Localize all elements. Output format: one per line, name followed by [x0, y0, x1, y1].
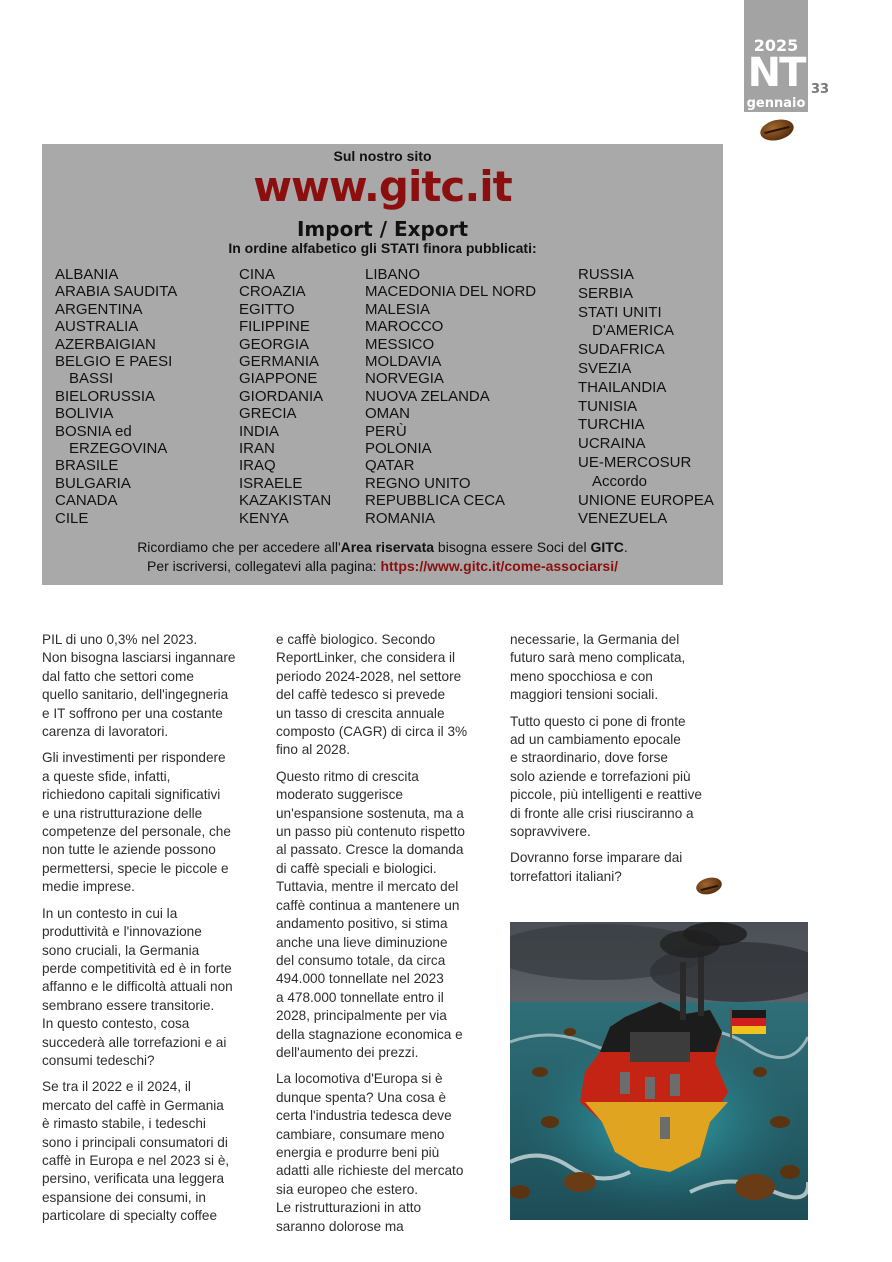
section-title: Import / Export: [296, 217, 469, 241]
article-paragraph: [42, 749, 262, 896]
country-item: IRAN: [239, 440, 275, 458]
article-line: Questo ritmo di crescita: [276, 768, 419, 784]
article-line: La locomotiva d'Europa si è: [276, 1071, 443, 1087]
promo-intro: Sul nostro sito: [333, 148, 432, 164]
country-item: PERÙ: [365, 422, 407, 440]
website-url[interactable]: www.gitc.it: [253, 162, 512, 211]
article-line: competenze del personale, che: [42, 824, 231, 840]
country-item: MOLDAVIA: [365, 353, 442, 371]
list-heading: In ordine alfabetico gli STATI finora pubblicati:: [228, 240, 537, 256]
article-line: 494.000 tonnellate nel 2023: [276, 971, 444, 987]
article-line: perde competitività ed è in forte: [42, 960, 232, 976]
article-line: solo aziende e torrefazioni più: [510, 768, 691, 784]
article-line: ad un cambiamento epocale: [510, 732, 681, 748]
article-line: particolare di specialty coffee: [42, 1208, 218, 1224]
article-line: ReportLinker, che considera il: [276, 650, 456, 666]
country-item: CILE: [55, 509, 89, 527]
country-item: KAZAKISTAN: [239, 492, 332, 510]
article-line: sia europeo che estero.: [276, 1181, 419, 1197]
country-item: REPUBBLICA CECA: [365, 492, 506, 510]
article-line: un passo più contenuto rispetto: [276, 824, 465, 840]
article-line: e una ristrutturazione delle: [42, 805, 203, 821]
article-line: Gli investimenti per rispondere: [42, 750, 226, 766]
germany-coffee-illustration: [510, 922, 808, 1220]
article-line: della stagnazione economica e: [276, 1026, 463, 1042]
country-item: BULGARIA: [55, 474, 131, 492]
article-line: caffè in Europa e nel 2023 si è,: [42, 1152, 230, 1168]
country-column-3: [365, 266, 536, 527]
article-line: Tutto questo ci pone di fronte: [510, 713, 686, 729]
country-item: LIBANO: [365, 266, 421, 283]
country-item: REGNO UNITO: [365, 474, 471, 492]
country-item: RUSSIA: [578, 266, 634, 283]
article-line: moderato suggerisce: [276, 787, 403, 803]
article-paragraph: [510, 631, 740, 705]
article-line: medie imprese.: [42, 879, 135, 895]
country-item: BOLIVIA: [55, 405, 114, 423]
country-item: CINA: [239, 266, 275, 283]
article-line: un tasso di crescita annuale: [276, 705, 445, 721]
article-line: affanno e le difficoltà attuali non: [42, 979, 233, 995]
article-line: mercato del caffè in Germania: [42, 1097, 224, 1113]
country-item: STATI UNITI: [578, 303, 662, 321]
article-line: sono i principali consumatori di: [42, 1134, 228, 1150]
article-line: del consumo totale, da circa: [276, 952, 446, 968]
article-line: andamento positivo, si stima: [276, 916, 448, 932]
country-item: BELGIO E PAESI: [55, 353, 173, 371]
article-line: persino, verificata una leggera: [42, 1171, 225, 1187]
article-paragraph: [42, 1078, 262, 1225]
article-line: PIL di uno 0,3% nel 2023.: [42, 632, 198, 647]
article-line: succederà alle torrefazioni e ai: [42, 1034, 227, 1050]
article-line: Le ristrutturazioni in atto: [276, 1200, 422, 1216]
article-line: un'espansione sostenuta, ma a: [276, 805, 464, 821]
article-line: del caffè tedesco si prevede: [276, 687, 446, 703]
article-line: Non bisogna lasciarsi ingannare: [42, 650, 236, 666]
article-line: saranno dolorose ma: [276, 1218, 404, 1234]
article-line: energia e produrre beni più: [276, 1144, 440, 1160]
article-line: maggiori tensioni sociali.: [510, 687, 659, 703]
article-paragraph: [42, 905, 262, 1071]
country-item: D'AMERICA: [592, 322, 675, 340]
country-item: UNIONE EUROPEA: [578, 491, 714, 509]
article-line: produttività e l'innovazione: [42, 924, 202, 940]
issue-tab: [744, 0, 808, 112]
article-line: espansione dei consumi, in: [42, 1189, 206, 1205]
country-item: OMAN: [365, 405, 410, 423]
article-line: sembrano essere transitorie.: [42, 997, 215, 1013]
country-item: ROMANIA: [365, 509, 436, 527]
article-line: In questo contesto, cosa: [42, 1016, 190, 1032]
article-line: a 478.000 tonnellate entro il: [276, 989, 444, 1005]
article-paragraph: [42, 631, 262, 741]
country-item: TURCHIA: [578, 416, 645, 434]
article-line: carenza di lavoratori.: [42, 724, 169, 740]
country-item: GIORDANIA: [239, 387, 324, 405]
article-line: al passato. Cresce la domanda: [276, 842, 464, 858]
country-item: GERMANIA: [239, 353, 320, 371]
country-column-2: [239, 266, 331, 527]
reserved-area-note: Ricordiamo che per accedere all'Area riservata bisogna essere Soci del GITC.: [137, 539, 628, 555]
article-line: dunque spenta? Una cosa è: [276, 1089, 447, 1105]
country-item: UE-MERCOSUR: [578, 453, 692, 471]
article-line: Se tra il 2022 e il 2024, il: [42, 1079, 191, 1095]
article-line: In un contesto in cui la: [42, 905, 178, 921]
article-line: di fronte alle crisi riusciranno a: [510, 805, 694, 821]
country-column-4: [578, 266, 714, 529]
article-line: a queste sfide, infatti,: [42, 768, 171, 784]
article-line: adatti alle richieste del mercato: [276, 1163, 464, 1179]
article-paragraph: [276, 631, 496, 760]
article-line: Dovranno forse imparare dai: [510, 850, 683, 866]
country-item: ISRAELE: [239, 474, 303, 492]
country-item: Accordo: [592, 472, 648, 490]
article-line: composto (CAGR) di circa il 3%: [276, 724, 468, 740]
article-line: periodo 2024-2028, nel settore: [276, 668, 462, 684]
article-line: fino al 2028.: [276, 742, 351, 758]
article-line: non tutte le aziende possono: [42, 842, 216, 858]
country-item: INDIA: [239, 422, 280, 440]
article-line: quello sanitario, dell'ingegneria: [42, 687, 229, 703]
signup-link[interactable]: https://www.gitc.it/come-associarsi/: [380, 558, 618, 574]
website-promo-box: [42, 144, 723, 585]
country-item: EGITTO: [239, 300, 295, 318]
country-column-1: [55, 266, 177, 527]
country-item: MALESIA: [365, 300, 431, 318]
country-item: MAROCCO: [365, 318, 444, 336]
article-line: e straordinario, dove forse: [510, 750, 668, 766]
country-item: BOSNIA ed: [55, 422, 132, 440]
country-item: THAILANDIA: [578, 378, 667, 396]
article-line: dal fatto che settori come: [42, 668, 194, 684]
article-line: consumi tedeschi?: [42, 1052, 155, 1068]
article-line: permettersi, specie le piccole e: [42, 860, 229, 876]
illustration-svg: [510, 922, 808, 1220]
country-item: MESSICO: [365, 335, 435, 353]
article-line: Tuttavia, mentre il mercato del: [276, 879, 459, 895]
country-item: BASSI: [69, 370, 114, 388]
country-item: CROAZIA: [239, 283, 306, 301]
country-item: GIAPPONE: [239, 370, 318, 388]
country-item: SVEZIA: [578, 359, 632, 377]
country-item: GRECIA: [239, 405, 297, 423]
country-item: SERBIA: [578, 284, 634, 302]
article-line: sopravvivere.: [510, 824, 591, 840]
signup-note: Per iscriversi, collegatevi alla pagina: https://www.gitc.it/come-associarsi/: [147, 558, 618, 574]
issue-month: gennaio: [746, 96, 806, 111]
article-line: anche una lieve diminuzione: [276, 934, 448, 950]
article-line: di caffè speciali e biologici.: [276, 860, 437, 876]
country-item: NORVEGIA: [365, 370, 444, 388]
article-line: cambiare, consumare meno: [276, 1126, 445, 1142]
country-item: AZERBAIGIAN: [55, 335, 156, 353]
country-item: ALBANIA: [55, 266, 119, 283]
country-item: KENYA: [239, 509, 289, 527]
article-line: e IT soffrono per una costante: [42, 705, 223, 721]
country-item: FILIPPINE: [239, 318, 310, 336]
article-line: torrefattori italiani?: [510, 868, 622, 884]
article-paragraph: [276, 1070, 496, 1236]
country-item: BRASILE: [55, 457, 119, 475]
country-item: ARABIA SAUDITA: [55, 283, 178, 301]
article-paragraph: [276, 768, 496, 1063]
article-column-1: [42, 631, 262, 1234]
article-line: sono cruciali, la Germania: [42, 942, 200, 958]
country-item: SUDAFRICA: [578, 341, 665, 359]
article-line: è rimasto stabile, i tedeschi: [42, 1116, 206, 1132]
article-line: futuro sarà meno complicata,: [510, 650, 686, 666]
article-column-3: [510, 631, 740, 894]
country-item: ARGENTINA: [55, 300, 143, 318]
article-paragraph: [510, 713, 740, 842]
country-item: AUSTRALIA: [55, 318, 139, 336]
article-line: richiedono capitali significativi: [42, 787, 221, 803]
article-line: e caffè biologico. Secondo: [276, 632, 436, 647]
article-line: certa l'industria tedesca deve: [276, 1108, 452, 1124]
country-item: VENEZUELA: [578, 510, 668, 528]
country-item: POLONIA: [365, 440, 432, 458]
country-item: QATAR: [365, 457, 415, 475]
country-item: ERZEGOVINA: [69, 440, 168, 458]
country-item: BIELORUSSIA: [55, 387, 156, 405]
article-line: 2028, principalmente per via: [276, 1008, 447, 1024]
article-line: caffè continua a mantenere un: [276, 897, 460, 913]
magazine-logo: NT: [747, 50, 805, 96]
country-item: CANADA: [55, 492, 118, 510]
article-line: piccole, più intelligenti e reattive: [510, 787, 702, 803]
article-line: meno spocchiosa e con: [510, 668, 653, 684]
country-item: GEORGIA: [239, 335, 310, 353]
article-line: necessarie, la Germania del: [510, 632, 680, 647]
issue-year: 2025: [753, 36, 799, 55]
country-item: MACEDONIA DEL NORD: [365, 283, 537, 301]
country-item: IRAQ: [239, 457, 276, 475]
article-column-2: [276, 631, 496, 1244]
coffee-bean-icon: [758, 116, 796, 144]
country-item: NUOVA ZELANDA: [365, 387, 490, 405]
page-number: 33: [811, 82, 830, 97]
country-item: UCRAINA: [578, 435, 646, 453]
article-line: dell'aumento dei prezzi.: [276, 1044, 419, 1060]
country-item: TUNISIA: [578, 397, 638, 415]
